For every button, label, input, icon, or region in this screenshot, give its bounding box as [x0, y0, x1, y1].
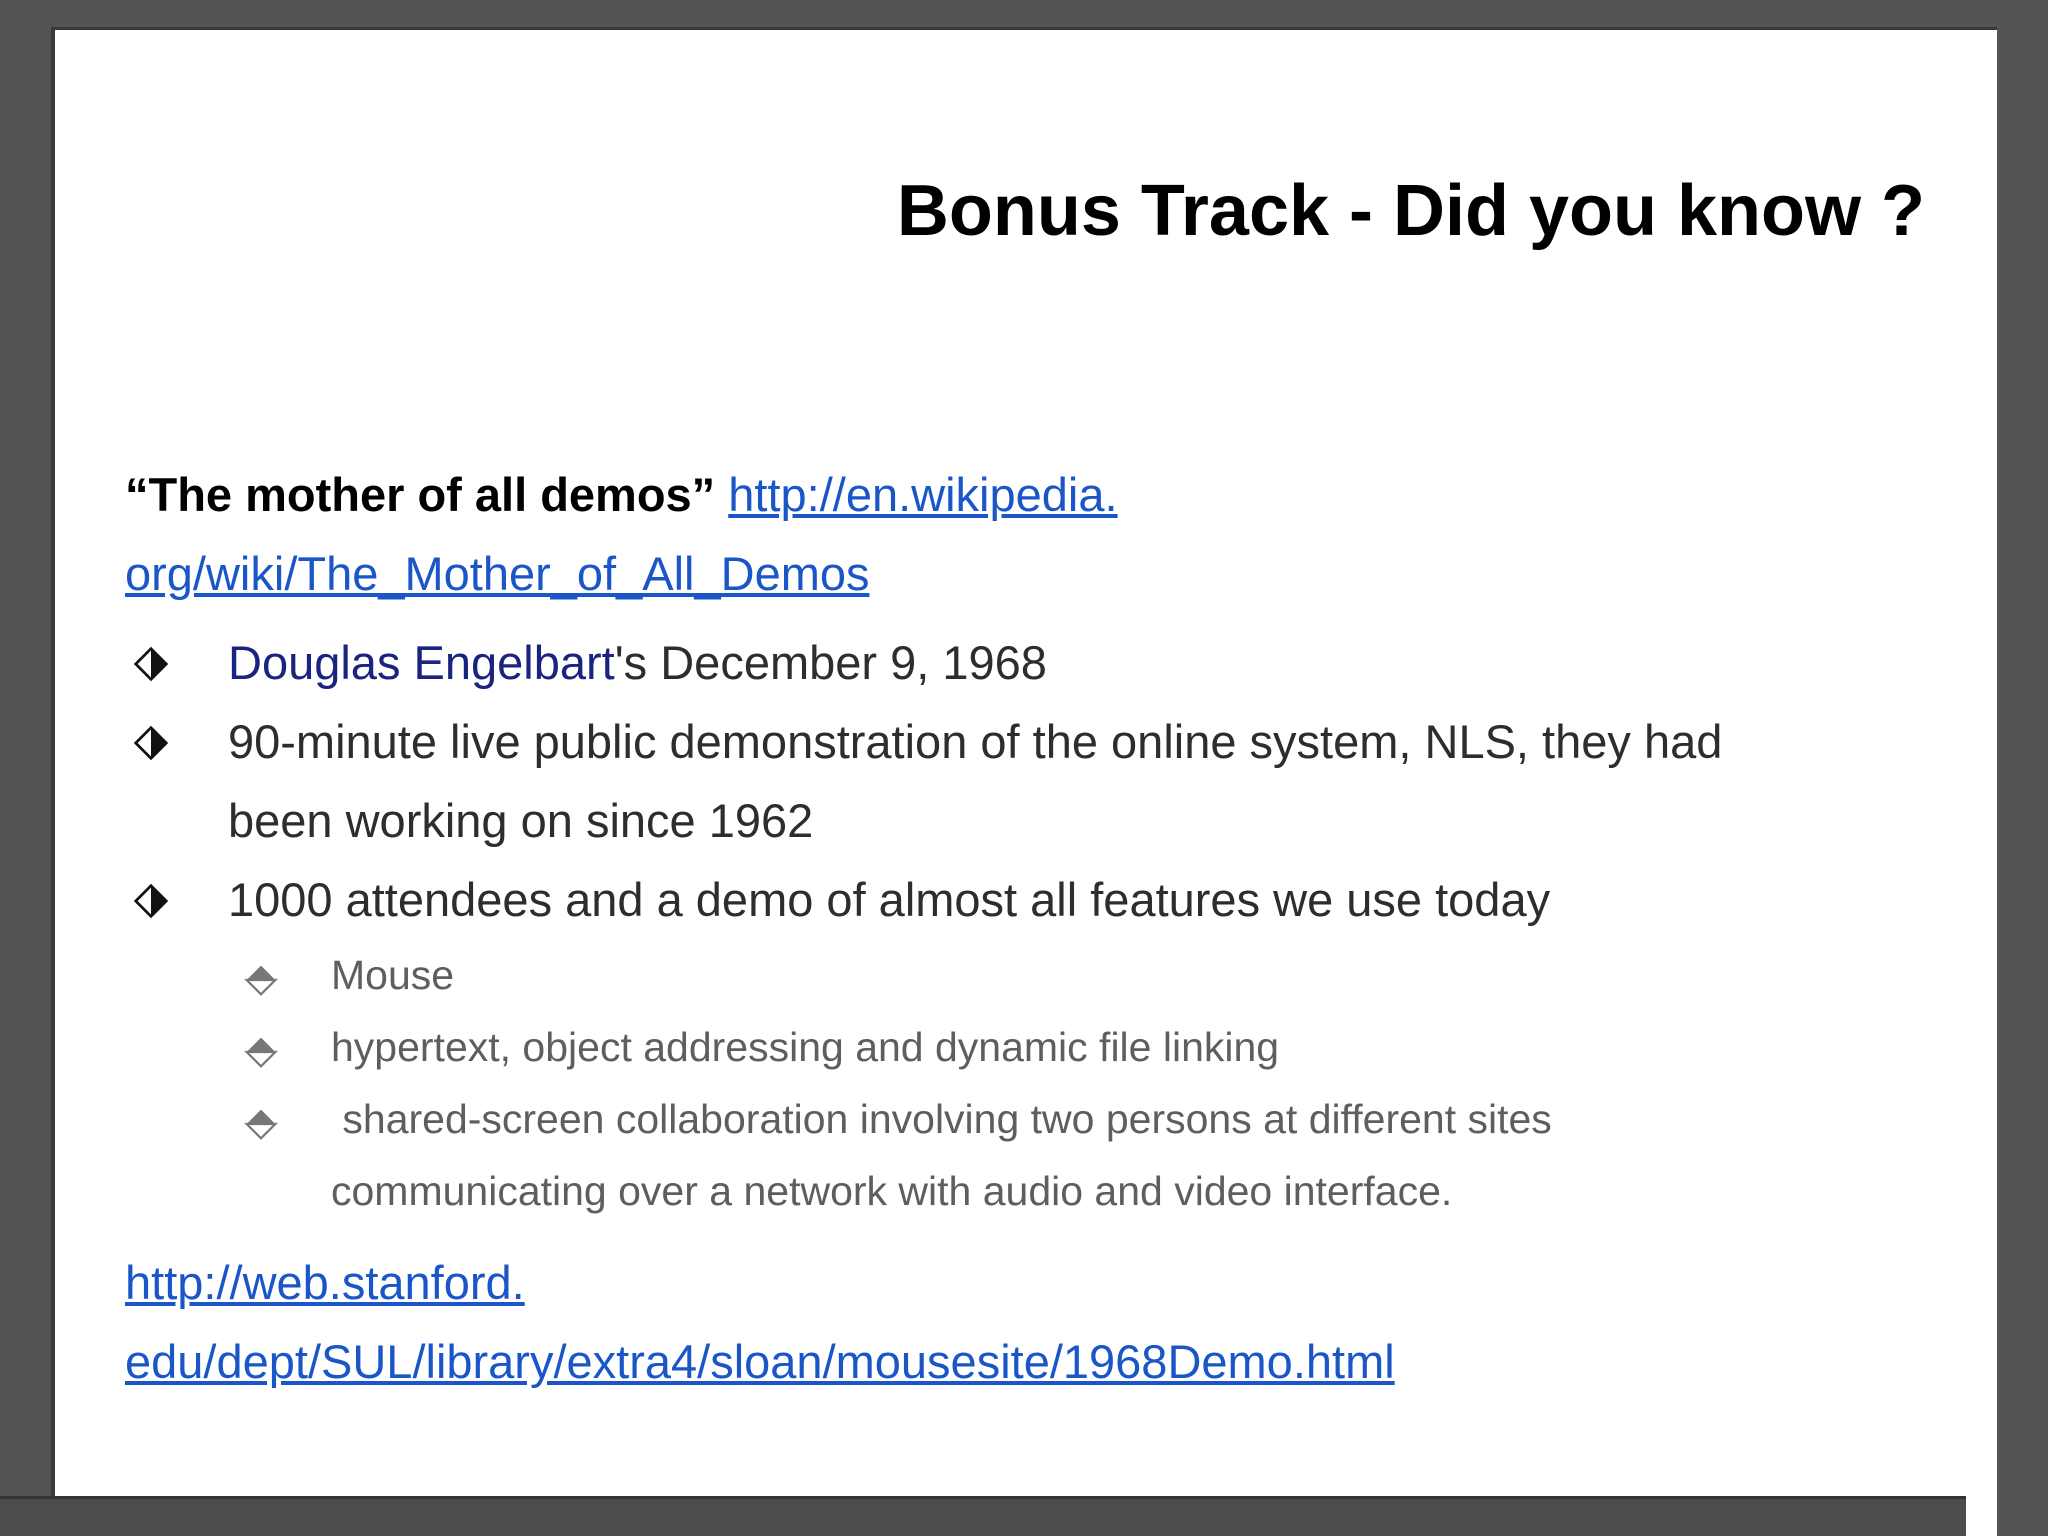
sub-bullet-text: Mouse — [331, 952, 455, 998]
wikipedia-link-part2[interactable]: org/wiki/The_Mother_of_All_Demos — [125, 547, 870, 600]
bullet-item — [125, 623, 1945, 702]
bullet-item — [125, 860, 1945, 1227]
split-diamond-icon — [243, 1107, 279, 1141]
sub-bullet-text: hypertext, object addressing and dynamic file linking — [331, 1024, 1280, 1070]
split-diamond-icon — [243, 963, 279, 997]
douglas-engelbart-link[interactable]: Douglas Engelbart — [228, 636, 615, 689]
half-filled-diamond-icon — [133, 883, 169, 919]
stanford-link[interactable] — [125, 1256, 1395, 1388]
split-diamond-icon — [243, 1035, 279, 1069]
slide-title: Bonus Track - Did you know ? — [896, 171, 1925, 251]
slide-content — [125, 455, 1945, 1401]
slide — [51, 27, 1997, 1536]
sub-bullet-text-line1: shared-screen collaboration involving two persons at different sites — [331, 1096, 1552, 1142]
bullet-text: 1000 attendees and a demo of almost all features we use today — [228, 873, 1551, 926]
demo-quote: “The mother of all demos” — [125, 468, 716, 521]
sub-bullet-item — [125, 1011, 1945, 1083]
bullet-item — [125, 702, 1945, 860]
intro-paragraph — [125, 455, 1945, 613]
bullet-text-line2: been working on since 1962 — [228, 794, 814, 847]
stanford-link-part2[interactable]: edu/dept/SUL/library/extra4/sloan/mousesite/1968Demo.html — [125, 1335, 1395, 1388]
bullet-text: 's December 9, 1968 — [614, 636, 1047, 689]
stanford-link-paragraph — [125, 1243, 1945, 1401]
sub-bullet-item — [125, 1083, 1945, 1227]
bullet-list — [125, 623, 1945, 1227]
half-filled-diamond-icon — [133, 725, 169, 761]
viewer-right-edge — [1997, 0, 2048, 1536]
viewer-bottom-bar — [0, 1496, 1966, 1536]
stanford-link-part1[interactable]: http://web.stanford. — [125, 1256, 525, 1309]
bullet-text-line1: 90-minute live public demonstration of the online system, NLS, they had — [228, 715, 1723, 768]
sub-bullet-list — [125, 939, 1945, 1227]
half-filled-diamond-icon — [133, 646, 169, 682]
wikipedia-link-part1[interactable]: http://en.wikipedia. — [728, 468, 1118, 521]
sub-bullet-text-line2: communicating over a network with audio and video interface. — [331, 1168, 1453, 1214]
sub-bullet-item — [125, 939, 1945, 1011]
